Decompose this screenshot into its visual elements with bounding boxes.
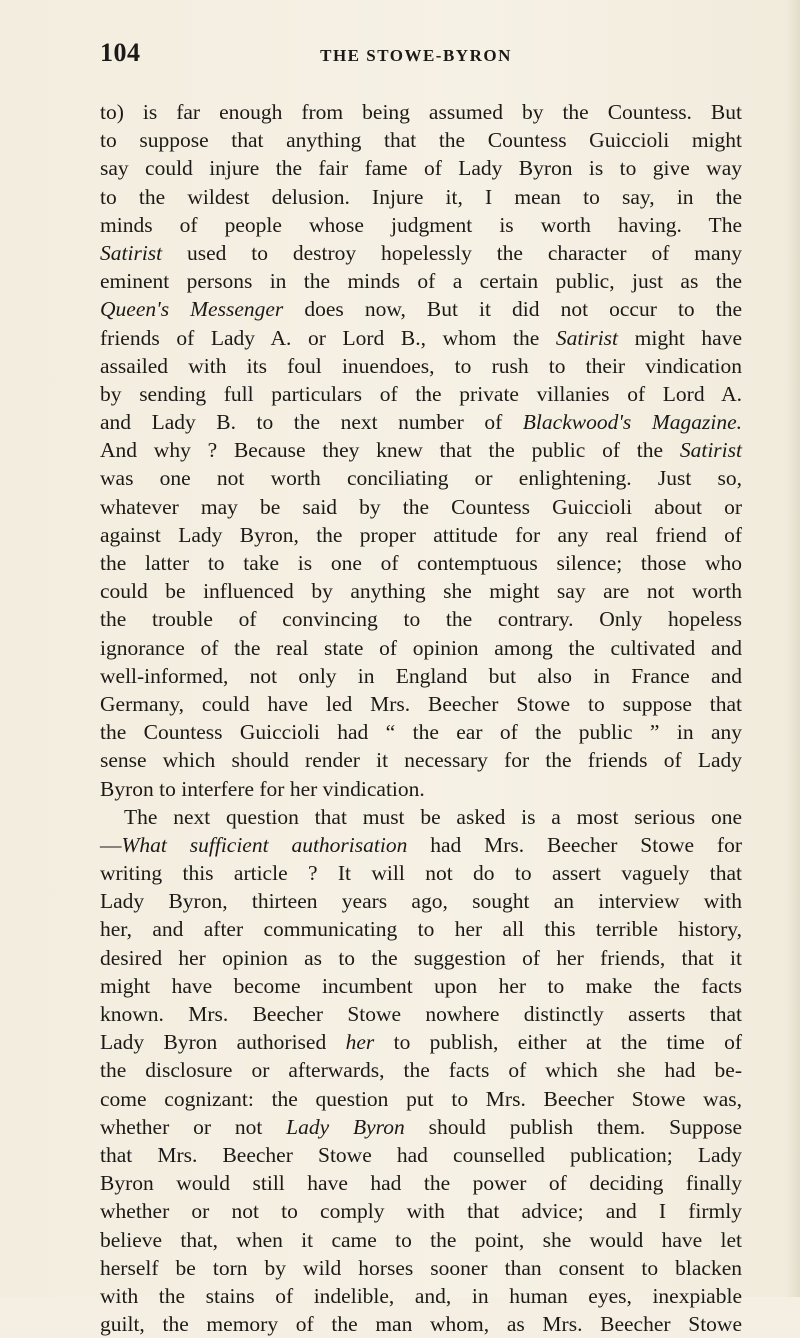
text-line <box>100 1169 742 1197</box>
text-line <box>100 1254 742 1282</box>
text-line <box>100 662 742 690</box>
text-segment: say could injure the fair fame of Lady Byron is to give way <box>100 156 742 181</box>
text-line <box>100 549 742 577</box>
text-line <box>100 126 742 154</box>
text-segment: well-informed, not only in England but also in France and <box>100 663 742 688</box>
italic-text: Blackwood's Magazine. <box>522 410 742 435</box>
text-line <box>100 493 742 521</box>
italic-text: Queen's Messenger <box>100 297 284 322</box>
text-segment: might have become incumbent upon her to make the facts <box>100 973 742 998</box>
body-text <box>100 98 742 1338</box>
text-segment: Germany, could have led Mrs. Beecher Stowe to suppose that <box>100 691 742 716</box>
text-line <box>100 746 742 774</box>
text-segment: and Lady B. to the next number of <box>100 410 523 435</box>
text-segment: The next question that must be asked is a most serious one <box>124 804 742 829</box>
text-line <box>100 803 742 831</box>
text-segment: Lady Byron, thirteen years ago, sought an interview with <box>100 889 742 914</box>
text-line <box>100 267 742 295</box>
text-segment: was one not worth conciliating or enlightening. Just so, <box>100 466 742 491</box>
text-line <box>100 972 742 1000</box>
text-line <box>100 859 742 887</box>
text-segment: guilt, the memory of the man whom, as Mrs. Beecher Stowe <box>100 1312 742 1337</box>
text-segment: to suppose that anything that the Countess Guiccioli might <box>100 128 742 153</box>
text-segment: to the wildest delusion. Injure it, I mean to say, in the <box>100 184 742 209</box>
text-line <box>100 380 742 408</box>
text-segment: could be influenced by anything she might say are not worth <box>100 579 742 604</box>
text-segment: Lady Byron authorised <box>100 1030 346 1055</box>
text-line <box>100 775 742 803</box>
text-line <box>100 239 742 267</box>
text-segment: come cognizant: the question put to Mrs. Beecher Stowe was, <box>100 1086 742 1111</box>
text-line <box>100 1000 742 1028</box>
italic-text: Satirist <box>555 325 619 350</box>
running-title: THE STOWE-BYRON <box>320 46 512 65</box>
text-segment: used to destroy hopelessly the character of many <box>162 240 742 265</box>
italic-text: Satirist <box>100 240 163 265</box>
text-segment: had Mrs. Beecher Stowe for <box>407 832 742 857</box>
text-segment: assailed with its foul inuendoes, to rush to their vindication <box>100 353 742 378</box>
text-line <box>100 464 742 492</box>
italic-text: Satirist <box>679 438 742 463</box>
text-segment: should publish them. Suppose <box>404 1114 742 1139</box>
text-segment: the Countess Guiccioli had “ the ear of the public ” in any <box>100 720 742 745</box>
text-line <box>100 915 742 943</box>
text-segment: whether or not <box>100 1114 287 1139</box>
text-line <box>100 577 742 605</box>
text-line <box>100 690 742 718</box>
text-segment: writing this article ? It will not do to assert vaguely that <box>100 861 742 886</box>
text-segment: by sending full particulars of the private villanies of Lord A. <box>100 381 742 406</box>
text-line <box>100 183 742 211</box>
text-line <box>100 1056 742 1084</box>
text-line <box>100 98 742 126</box>
text-segment: And why ? Because they knew that the public of the <box>100 438 680 463</box>
text-line <box>100 408 742 436</box>
italic-text: What sufficient authorisation <box>121 832 408 857</box>
text-segment: Byron to interfere for her vindication. <box>100 776 425 801</box>
text-line <box>100 718 742 746</box>
italic-text: her <box>345 1030 375 1055</box>
text-line <box>100 1085 742 1113</box>
text-line <box>100 436 742 464</box>
text-line <box>100 154 742 182</box>
text-line <box>100 324 742 352</box>
text-segment: to) is far enough from being assumed by the Countess. But <box>100 100 742 124</box>
text-line <box>100 1113 742 1141</box>
text-segment: herself be torn by wild horses sooner than consent to blacken <box>100 1255 742 1280</box>
text-segment: against Lady Byron, the proper attitude for any real friend of <box>100 522 742 547</box>
text-segment: — <box>100 832 122 857</box>
text-line <box>100 831 742 859</box>
text-segment: friends of Lady A. or Lord B., whom the <box>100 325 556 350</box>
text-line <box>100 1141 742 1169</box>
text-line <box>100 634 742 662</box>
text-segment: believe that, when it came to the point, she would have let <box>100 1227 742 1252</box>
text-line <box>100 887 742 915</box>
text-segment: eminent persons in the minds of a certain public, just as the <box>100 269 742 294</box>
text-segment: the latter to take is one of contemptuous silence; those who <box>100 551 742 575</box>
text-line <box>100 944 742 972</box>
page-edge-shadow <box>786 0 800 1297</box>
text-segment: whether or not to comply with that advice; and I firmly <box>100 1199 742 1224</box>
text-segment: her, and after communicating to her all this terrible history, <box>100 917 742 942</box>
text-segment: might have <box>618 325 743 350</box>
text-line <box>100 211 742 239</box>
italic-text: Lady Byron <box>286 1114 405 1139</box>
text-segment: sense which should render it necessary for the friends of Lady <box>100 748 742 773</box>
text-line <box>100 1310 742 1338</box>
text-segment: Byron would still have had the power of deciding finally <box>100 1171 742 1196</box>
text-segment: whatever may be said by the Countess Guiccioli about or <box>100 494 742 519</box>
text-segment: the disclosure or afterwards, the facts of which she had be- <box>100 1058 742 1083</box>
text-segment: desired her opinion as to the suggestion of her friends, that it <box>100 945 742 970</box>
text-segment: minds of people whose judgment is worth having. The <box>100 212 742 237</box>
text-line <box>100 1282 742 1310</box>
text-line <box>100 521 742 549</box>
text-line <box>100 352 742 380</box>
text-segment: does now, But it did not occur to the <box>283 297 743 322</box>
running-head <box>100 38 732 78</box>
text-segment: to publish, either at the time of <box>374 1030 742 1055</box>
text-segment: with the stains of indelible, and, in human eyes, inexpiable <box>100 1283 742 1308</box>
text-line <box>100 1226 742 1254</box>
text-line <box>100 295 742 323</box>
text-line <box>100 605 742 633</box>
text-line <box>100 1028 742 1056</box>
text-segment: the trouble of convincing to the contrary. Only hopeless <box>100 607 742 632</box>
page-number: 104 <box>100 38 141 67</box>
text-segment: that Mrs. Beecher Stowe had counselled publication; Lady <box>100 1142 742 1167</box>
text-segment: known. Mrs. Beecher Stowe nowhere distinctly asserts that <box>100 1002 742 1026</box>
text-segment: ignorance of the real state of opinion among the cultivated and <box>100 635 742 660</box>
text-line <box>100 1197 742 1225</box>
